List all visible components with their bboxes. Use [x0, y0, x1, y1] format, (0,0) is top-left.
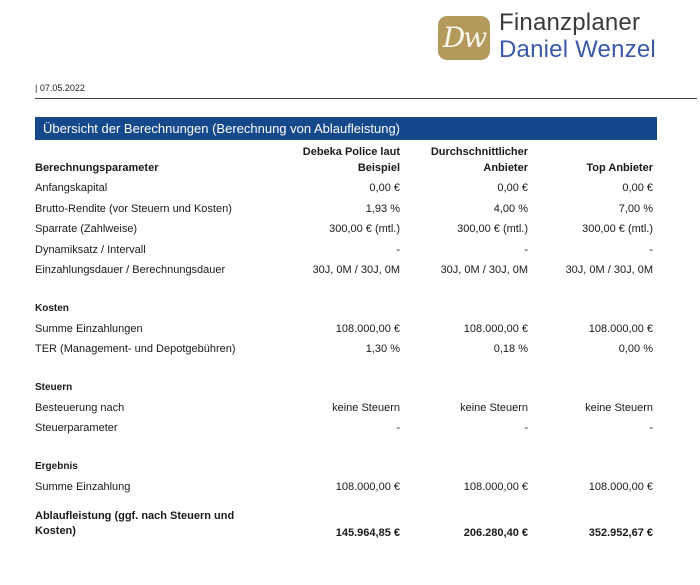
column-header-params: Berechnungsparameter [35, 161, 159, 174]
table-row [35, 199, 653, 220]
table-row [35, 418, 653, 439]
row-value: 1,30 % [365, 343, 400, 356]
column-header-average: Durchschnittlicher Anbieter [430, 146, 528, 174]
brand-logo-icon [438, 16, 490, 60]
brand-name-line1: Finanzplaner [499, 9, 641, 36]
row-value: 0,00 € [497, 182, 528, 195]
row-value: - [649, 422, 653, 435]
row-value: 30J, 0M / 30J, 0M [565, 264, 653, 277]
row-value: 108.000,00 € [463, 480, 528, 493]
table-row [35, 319, 653, 340]
row-value: 30J, 0M / 30J, 0M [440, 264, 528, 277]
row-value: 108.000,00 € [463, 322, 528, 335]
row-value: 206.280,40 € [463, 527, 528, 539]
column-header-debeka: Debeka Police laut Beispiel [302, 146, 400, 174]
brand-header [438, 10, 656, 64]
row-label: TER (Management- und Depotgebühren) [35, 343, 236, 356]
row-label: Einzahlungsdauer / Berechnungsdauer [35, 264, 226, 277]
date-label: | 07.05.2022 [35, 83, 697, 99]
row-label: Dynamiksatz / Intervall [35, 243, 146, 256]
row-value: 4,00 % [493, 202, 528, 215]
row-value: 108.000,00 € [335, 322, 400, 335]
row-value: 352.952,67 € [588, 527, 653, 539]
row-value: - [524, 422, 528, 435]
row-value: 108.000,00 € [588, 322, 653, 335]
row-value: 300,00 € (mtl.) [582, 223, 653, 236]
brand-name-line2: Daniel Wenzel [499, 35, 656, 63]
table-row [35, 219, 653, 240]
table-row [35, 339, 653, 360]
row-label: Steuerparameter [35, 422, 118, 435]
row-label: Sparrate (Zahlweise) [35, 223, 138, 236]
row-label: Anfangskapital [35, 182, 108, 195]
row-value: - [649, 243, 653, 256]
row-value: 30J, 0M / 30J, 0M [312, 264, 400, 277]
row-label: Summe Einzahlungen [35, 322, 143, 335]
row-value: 108.000,00 € [335, 480, 400, 493]
row-label: Brutto-Rendite (vor Steuern und Kosten) [35, 202, 232, 215]
row-value: 0,18 % [493, 343, 528, 356]
row-value: - [524, 243, 528, 256]
row-label: Ablaufleistung (ggf. nach Steuern und Kosten) [35, 510, 235, 537]
row-value: keine Steuern [585, 401, 653, 414]
section-title-kosten: Kosten [35, 303, 69, 314]
row-value: 145.964,85 € [335, 527, 400, 539]
table-row [35, 497, 653, 541]
row-value: - [396, 243, 400, 256]
row-value: keine Steuern [332, 401, 400, 414]
section-title-ergebnis: Ergebnis [35, 461, 78, 472]
title-bar: Übersicht der Berechnungen (Berechnung von Ablaufleistung) [35, 117, 657, 140]
row-value: 0,00 % [618, 343, 653, 356]
row-value: 300,00 € (mtl.) [457, 223, 528, 236]
row-value: 1,93 % [365, 202, 400, 215]
table-row [35, 240, 653, 261]
column-header-top: Top Anbieter [586, 161, 653, 174]
table-row [35, 398, 653, 419]
table-row [35, 178, 653, 199]
row-value: - [396, 422, 400, 435]
brand-monogram: Dw [442, 21, 486, 54]
row-value: 300,00 € (mtl.) [329, 223, 400, 236]
row-value: keine Steuern [460, 401, 528, 414]
table-header [35, 145, 653, 178]
section-title-steuern: Steuern [35, 382, 73, 393]
row-label: Summe Einzahlung [35, 480, 131, 493]
row-value: 0,00 € [622, 182, 653, 195]
row-label: Besteuerung nach [35, 401, 125, 414]
table-row [35, 477, 653, 498]
row-value: 108.000,00 € [588, 480, 653, 493]
row-value: 0,00 € [369, 182, 400, 195]
comparison-table [35, 145, 653, 541]
row-value: 7,00 % [618, 202, 653, 215]
brand-name [499, 10, 656, 64]
table-row [35, 260, 653, 281]
